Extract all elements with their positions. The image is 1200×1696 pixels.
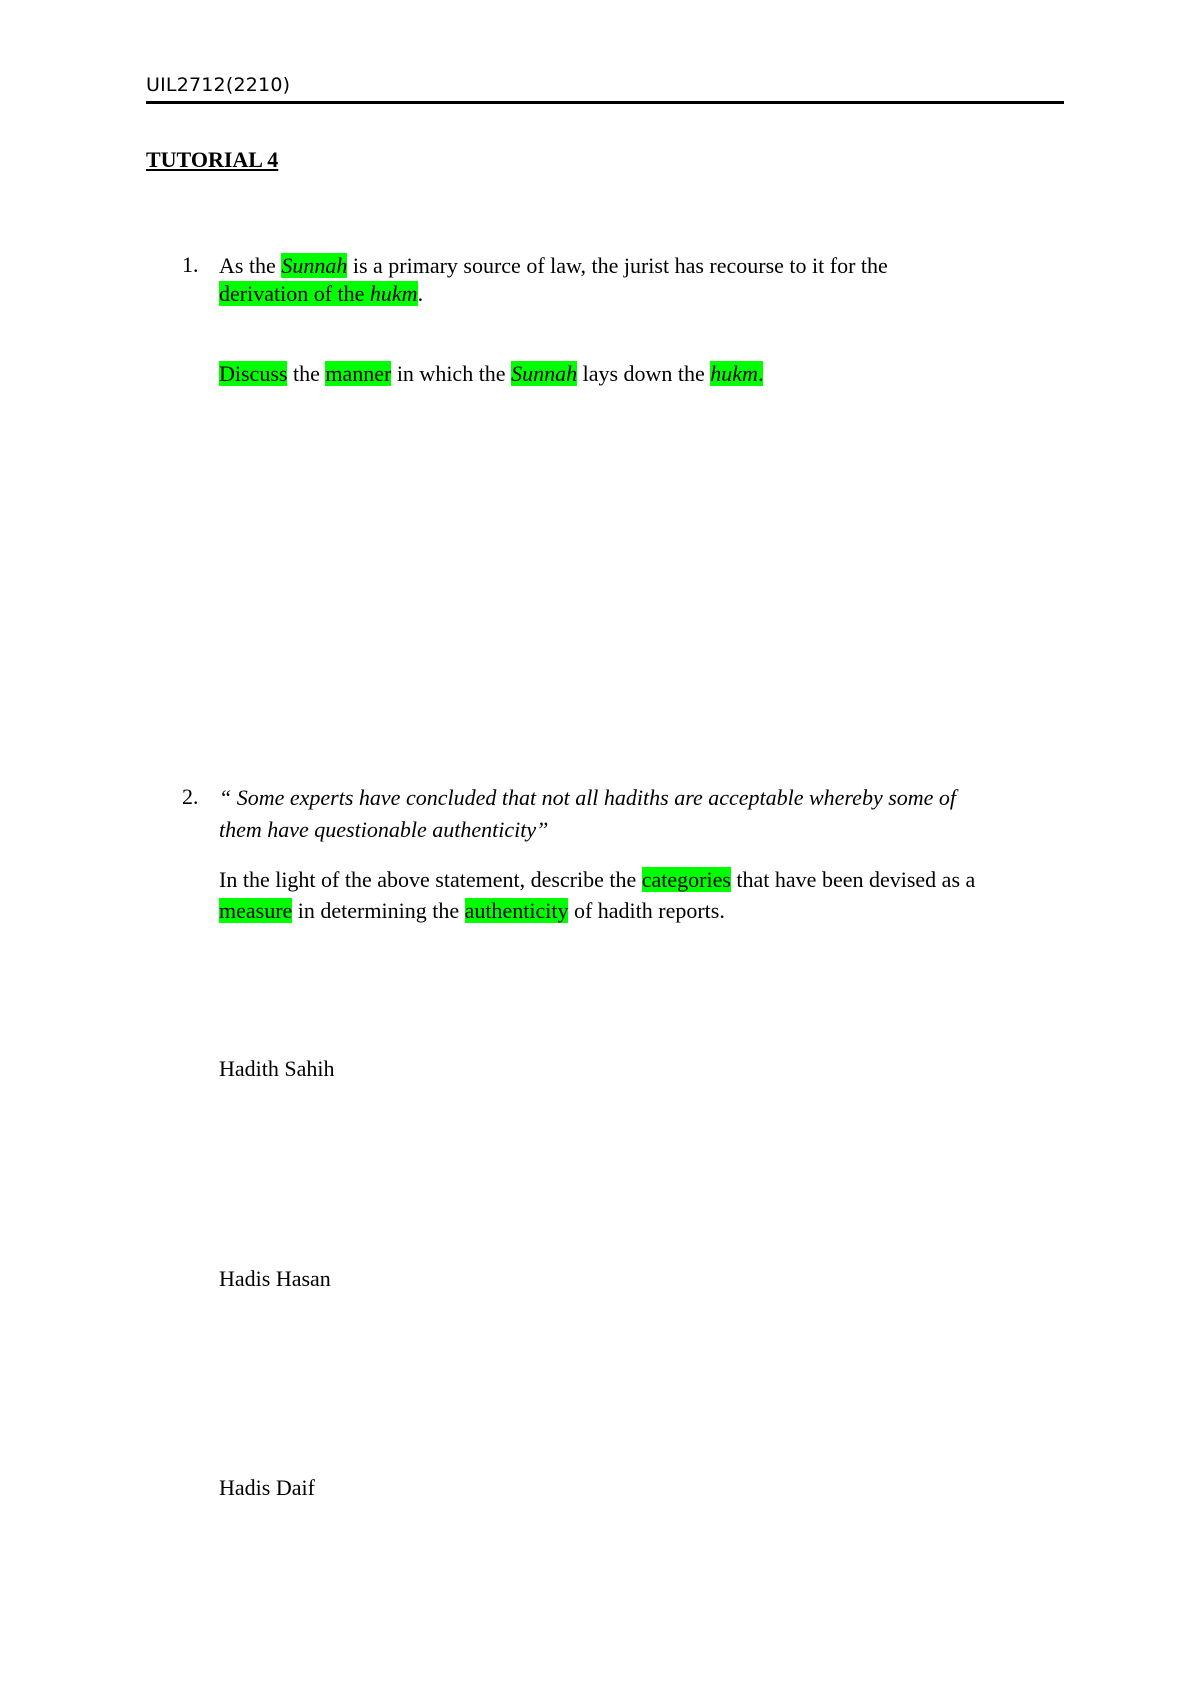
highlighted-term [710,361,763,386]
category-hadith-sahih: Hadith Sahih [219,1056,335,1081]
question-1-number: 1. [182,252,199,277]
text-run: of hadith reports. [568,898,725,923]
highlighted-term: Discuss [219,361,288,386]
text-run: derivation of the [219,281,370,306]
category-hadis-hasan: Hadis Hasan [219,1266,331,1291]
question-2-quote-line-1: “ Some experts have concluded that not all hadiths are acceptable whereby some of [219,785,957,810]
text-run: is a primary source of law, the jurist has recourse to it for the [347,253,888,278]
highlighted-term: manner [325,361,392,386]
text-run: in determining the [292,898,465,923]
text-run: that have been devised as a [730,867,976,892]
question-1-instruction [219,360,763,388]
highlighted-term: Sunnah [281,253,348,278]
highlighted-term: authenticity [464,898,569,923]
text-run: lays down the [577,361,711,386]
highlighted-term: Sunnah [511,361,578,386]
text-run: hukm [710,361,758,386]
text-run: hukm [369,281,418,306]
highlighted-term: categories [641,867,731,892]
text-run: the [287,361,326,386]
category-hadis-daif: Hadis Daif [219,1475,315,1500]
course-code: UIL2712(2210) [146,74,291,96]
header-divider [146,101,1064,104]
text-run: in which the [391,361,512,386]
highlighted-term [219,281,418,306]
question-2-quote-line-2: them have questionable authenticity” [219,817,549,842]
text-run: As the [219,253,282,278]
question-2-line-2 [219,897,725,925]
page-title: TUTORIAL 4 [146,147,279,172]
question-2-number: 2. [182,784,199,809]
text-run: . [757,361,764,386]
text-run: . [417,281,424,306]
question-2-line-1 [219,866,975,894]
highlighted-term: measure [219,898,293,923]
text-run: In the light of the above statement, describe the [219,867,642,892]
question-1-line-1 [219,252,888,280]
question-1-line-2 [219,280,423,308]
